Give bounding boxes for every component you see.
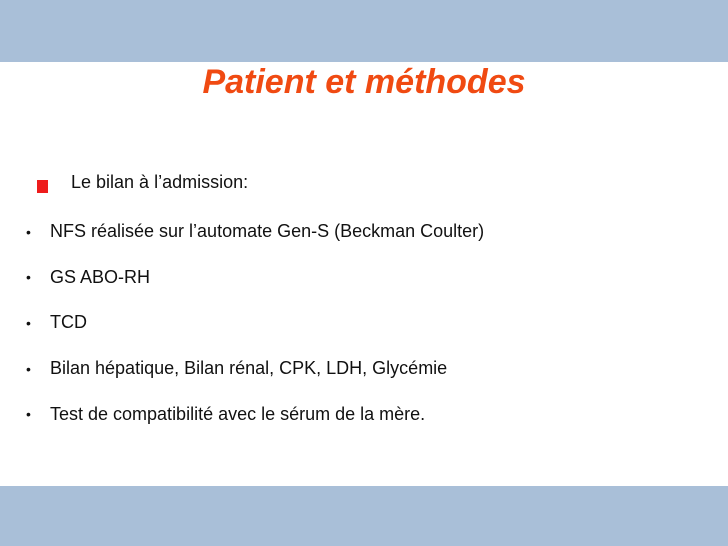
bullet-icon: • (26, 223, 31, 240)
list-item-text: TCD (50, 312, 87, 333)
square-bullet-icon (37, 180, 48, 193)
slide-title: Patient et méthodes (202, 63, 526, 101)
bullet-icon: • (26, 360, 31, 377)
list-item-text: GS ABO-RH (50, 266, 151, 287)
list-item (26, 391, 484, 437)
bottom-decorative-band (0, 486, 728, 546)
list-item (26, 255, 484, 301)
bullet-icon: • (26, 314, 31, 331)
list-item (26, 300, 484, 346)
bullet-icon: • (26, 406, 31, 423)
list-item-text: Test de compatibilité avec le sérum de la mère. (50, 403, 426, 424)
top-decorative-band (0, 0, 728, 62)
list-item (26, 209, 484, 255)
list-item-text: NFS réalisée sur l’automate Gen-S (Beckman Coulter) (50, 221, 485, 242)
bullet-list (26, 209, 484, 437)
bullet-icon: • (26, 269, 31, 286)
intro-text: Le bilan à l’admission: (71, 172, 249, 192)
list-item-text: Bilan hépatique, Bilan rénal, CPK, LDH, Glycémie (50, 358, 448, 379)
list-item (26, 346, 484, 392)
